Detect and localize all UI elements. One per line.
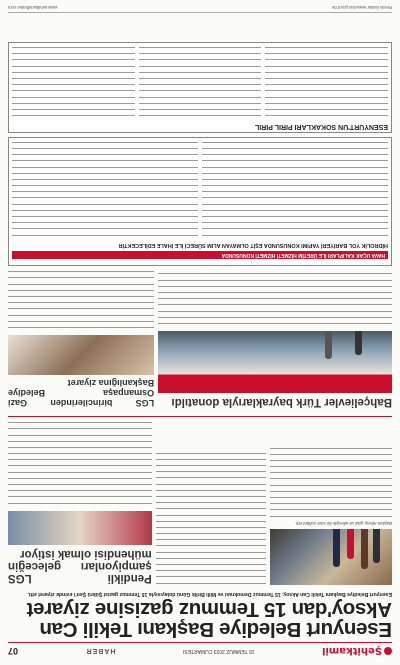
page-footer [8,5,392,13]
lead-body-col-2 [156,421,267,588]
person-figure [361,529,368,569]
lead-spot: Esenyurt Belediye Başkanı Tekili Can Aksoy, 15 Temmuz Demokrasi ve Milli Birlik Günü dolayısıyla 15 Temmuz gazisi Şükrü Şen'i evinde ziyaret etti. [27,591,392,597]
story-title: Bahçelievler Türk bayraklarıyla donatıldı [171,396,392,409]
story-photo [8,511,152,545]
text-lines [156,453,267,588]
text-lines [12,141,198,240]
footer-website: www.sehitkamilhaber.com [8,5,58,10]
official-notice [8,137,392,267]
text-lines [265,46,388,120]
notice-columns [12,141,388,240]
page-header [8,642,392,659]
lead-columns [8,421,392,588]
section-label: HABER [85,647,116,655]
brand-name: Şehitkamil [322,645,382,657]
text-lines [12,46,135,120]
footer-left-note: Resmi ilanlar www.ilan.gov.tr'de [331,5,392,10]
street-cleaning-story [8,42,392,133]
text-lines [8,422,152,508]
text-lines [139,46,262,120]
masthead [322,646,392,657]
story-photo [8,335,154,375]
story-photo [158,331,392,393]
story-title: LGS birincilerinden Gazi Osmanpaşa Belediye Başkanlığına ziyaret [8,378,155,409]
story-columns [12,46,388,120]
middle-columns [8,271,392,413]
brand-logo-icon [384,648,392,656]
person-figure [355,331,362,355]
person-figure [373,529,380,563]
story-title: ESENYURT'UN SOKAKLARI PIRIL PIRIL [255,123,388,130]
section-divider [8,416,392,417]
person-figure [347,529,354,559]
story-title: Pendikli LGS şampiyonları geleceğin mühendisi olmak istiyor [8,548,152,584]
text-lines [202,141,388,240]
text-lines [8,271,154,332]
person-figure [325,331,332,359]
issue-date: 15 TEMMUZ 2023 CUMARTESI [182,648,255,654]
lead-headline: Esenyurt Belediye Başkanı Tekili Can Aksoy'dan 15 Temmuz gazisine ziyaret [26,598,392,641]
lead-photo-caption: Başkan Aksoy, gazi ve ailesiyle bir süre sohbet etti. [295,521,392,526]
lgs-story [8,271,154,413]
text-lines [270,448,392,521]
notice-subtitle: HAVA UÇAK KALIPLARI İLE ÜRETİM HİZMETİ HİZMETİ KONUSUNDA [12,252,388,260]
page-number: 07 [8,646,19,656]
lead-photo [270,529,392,585]
text-lines [158,273,392,328]
lead-body-col-1 [270,421,392,588]
notice-title: HİDROLİK YOL BARİYERİ YAPIMI KONUSUNDA EŞİT OLMAYAN ALIM SÜRECİ İLE İHALE EDİLECEKTİR [118,242,388,249]
side-story-col [8,421,152,588]
bayrak-story [158,271,392,413]
person-figure [333,529,340,567]
